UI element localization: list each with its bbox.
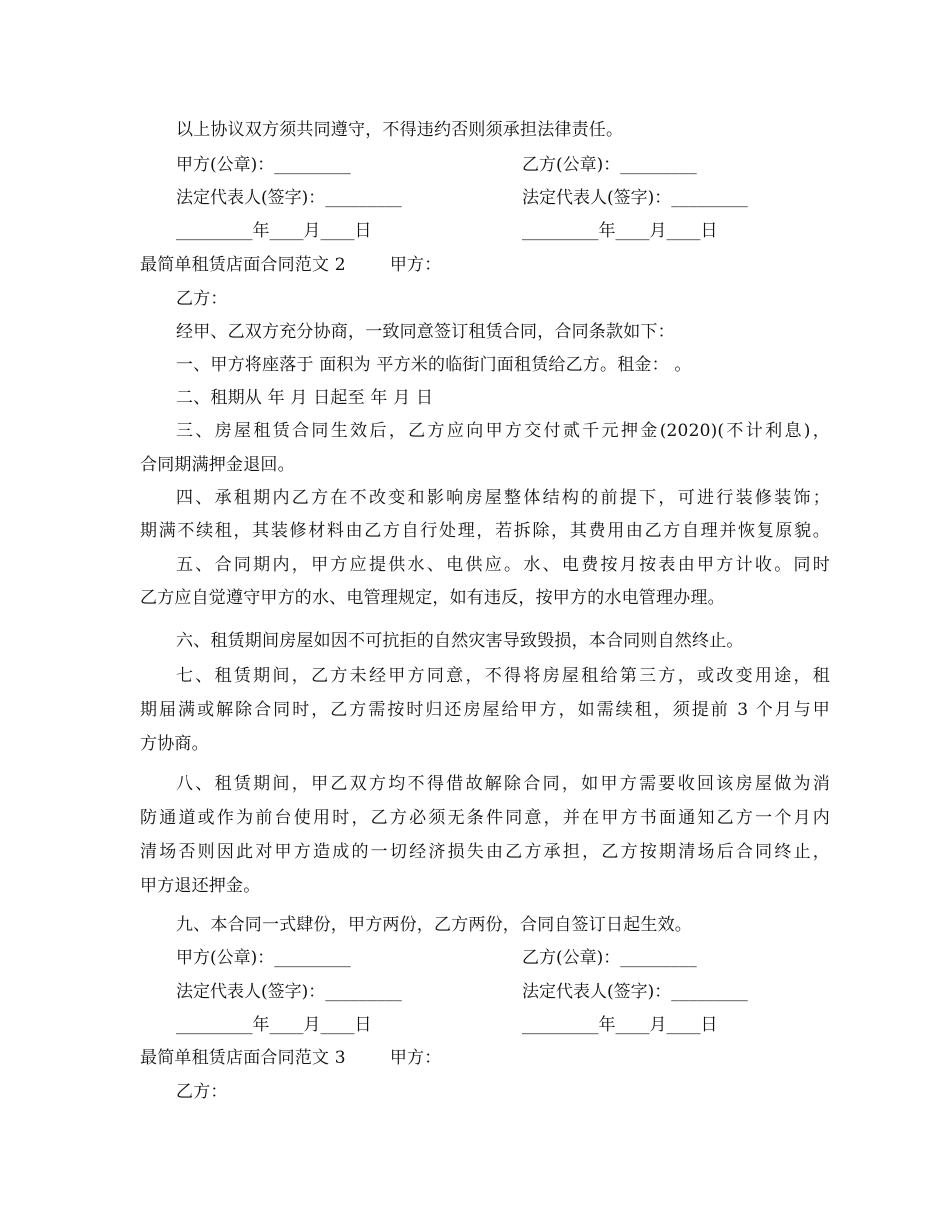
clause-3-line-1: 三、房屋租赁合同生效后，乙方应向甲方交付贰千元押金(2020)(不计利息)， bbox=[176, 421, 830, 441]
clause-9: 九、本合同一式肆份，甲方两份，乙方两份，合同自签订日起生效。 bbox=[176, 915, 692, 935]
agreement-closing-paragraph: 以上协议双方须共同遵守，不得违约否则须承担法律责任。 bbox=[176, 120, 624, 140]
signature-row-seal-1 bbox=[0, 148, 950, 182]
party-b-date-field: _________年____月____日 bbox=[522, 1015, 718, 1035]
clause-8-line-2: 防通道或作为前台使用时，乙方必须无条件同意，并在甲方书面通知乙方一个月内 bbox=[140, 808, 830, 828]
clause-1: 一、甲方将座落于 面积为 平方米的临街门面租赁给乙方。租金： 。 bbox=[176, 355, 692, 375]
section-2-title: 最简单租赁店面合同范文 2 bbox=[140, 255, 346, 275]
clause-5-line-1: 五、合同期内，甲方应提供水、电供应。水、电费按月按表由甲方计收。同时 bbox=[176, 555, 830, 575]
clause-2: 二、租期从 年 月 日起至 年 月 日 bbox=[176, 388, 434, 408]
party-a-date-field: _________年____月____日 bbox=[176, 221, 372, 241]
signature-row-date-1 bbox=[0, 214, 950, 248]
party-a-date-field: _________年____月____日 bbox=[176, 1015, 372, 1035]
clause-8-line-4: 甲方退还押金。 bbox=[140, 876, 261, 896]
section-2-heading bbox=[140, 248, 830, 282]
party-b-representative-field: 法定代表人(签字)：_________ bbox=[522, 188, 748, 208]
clause-4-line-1: 四、承租期内乙方在不改变和影响房屋整体结构的前提下，可进行装修装饰； bbox=[176, 488, 830, 508]
section-3-title: 最简单租赁店面合同范文 3 bbox=[140, 1048, 346, 1068]
clause-7-line-1: 七、租赁期间，乙方未经甲方同意，不得将房屋租给第三方，或改变用途，租 bbox=[176, 666, 830, 686]
party-b-date-field: _________年____月____日 bbox=[522, 221, 718, 241]
clause-4-line-2: 期满不续租，其装修材料由乙方自行处理，若拆除，其费用由乙方自理并恢复原貌。 bbox=[140, 521, 830, 541]
clause-8-line-3: 清场否则因此对甲方造成的一切经济损失由乙方承担，乙方按期清场后合同终止， bbox=[140, 842, 830, 862]
clause-8-line-1: 八、租赁期间，甲乙双方均不得借故解除合同，如甲方需要收回该房屋做为消 bbox=[176, 774, 830, 794]
clause-7-line-3: 方协商。 bbox=[140, 734, 209, 754]
section-2-party-a: 甲方： bbox=[389, 255, 442, 275]
clause-6: 六、租赁期间房屋如因不可抗拒的自然灾害导致毁损，本合同则自然终止。 bbox=[176, 631, 744, 651]
party-b-seal-field: 乙方(公章)：_________ bbox=[522, 155, 697, 175]
clause-5-line-2: 乙方应自觉遵守甲方的水、电管理规定，如有违反，按甲方的水电管理办理。 bbox=[140, 588, 725, 608]
signature-row-rep-1 bbox=[0, 181, 950, 215]
signature-row-date-2 bbox=[0, 1008, 950, 1042]
clause-3-line-2: 合同期满押金退回。 bbox=[140, 455, 295, 475]
section-3-heading bbox=[140, 1041, 830, 1075]
party-b-representative-field: 法定代表人(签字)：_________ bbox=[522, 982, 748, 1002]
party-a-seal-field: 甲方(公章)：_________ bbox=[176, 948, 351, 968]
section-3-party-b: 乙方： bbox=[176, 1082, 228, 1102]
party-a-seal-field: 甲方(公章)：_________ bbox=[176, 155, 351, 175]
section-2-party-b: 乙方： bbox=[176, 289, 228, 309]
section-3-party-a: 甲方： bbox=[389, 1048, 442, 1068]
party-b-seal-field: 乙方(公章)：_________ bbox=[522, 948, 697, 968]
party-a-representative-field: 法定代表人(签字)：_________ bbox=[176, 982, 402, 1002]
section-2-intro: 经甲、乙双方充分协商，一致同意签订租赁合同，合同条款如下： bbox=[176, 322, 675, 342]
party-a-representative-field: 法定代表人(签字)：_________ bbox=[176, 188, 402, 208]
signature-row-rep-2 bbox=[0, 975, 950, 1009]
signature-row-seal-2 bbox=[0, 941, 950, 975]
clause-7-line-2: 期届满或解除合同时，乙方需按时归还房屋给甲方，如需续租，须提前 3 个月与甲 bbox=[140, 700, 830, 720]
